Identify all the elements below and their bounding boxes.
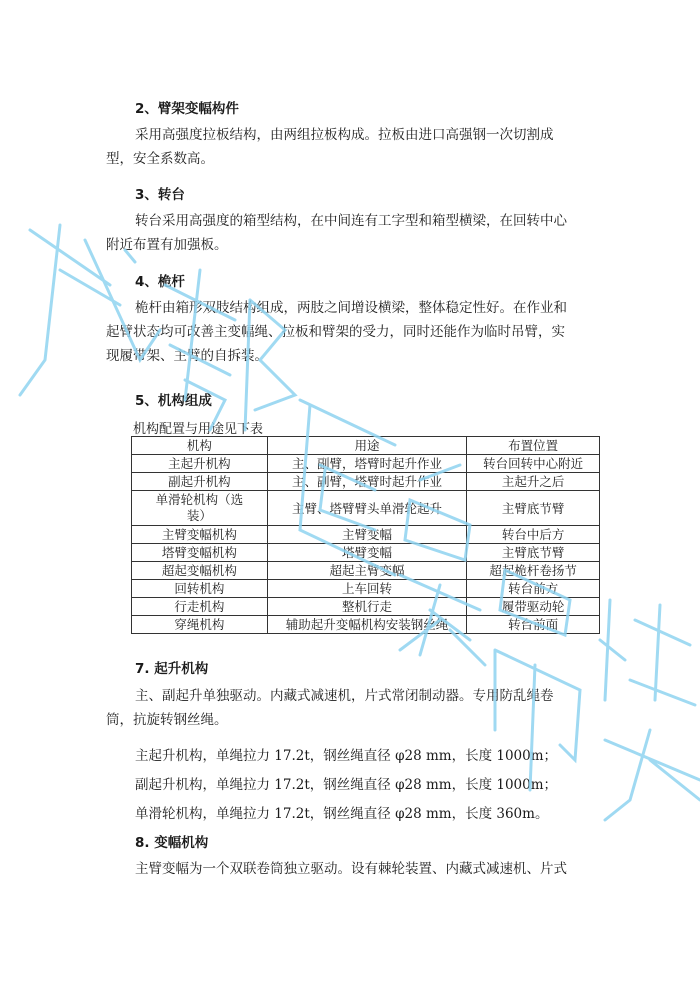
- spec-aux-hoist: 副起升机构，单绳拉力 17.2t，钢丝绳直径 φ28 mm，长度 1000m；: [135, 777, 558, 793]
- table-row: [132, 562, 600, 580]
- table-header-cell: 布置位置: [467, 437, 600, 455]
- table-cell: 履带驱动轮: [467, 598, 600, 616]
- table-row: [132, 491, 600, 526]
- spec-single-pulley: 单滑轮机构，单绳拉力 17.2t，钢丝绳直径 φ28 mm，长度 360m。: [135, 806, 549, 822]
- table-cell: 主臂、塔臂臂头单滑轮起升: [267, 491, 467, 526]
- table-row: [132, 526, 600, 544]
- paragraph-hoisting: 主、副起升单独驱动。内藏式减速机，片式常闭制动器。专用防乱绳卷 筒，抗旋转钢丝绳。: [106, 688, 554, 728]
- table-cell: 主、副臂，塔臂时起升作业: [267, 455, 467, 473]
- paragraph-mast: 桅杆由箱形双肢结构组成，两肢之间增设横梁，整体稳定性好。在作业和 起臂状态均可改善主变幅绳、拉板和臂架的受力，同时还能作为临时吊臂，实 现履带架、主臂的自拆装。: [106, 300, 567, 364]
- table-cell: 单滑轮机构（选装）: [132, 491, 268, 526]
- table-header-cell: 机构: [132, 437, 268, 455]
- paragraph-boom-luffing: 采用高强度拉板结构，由两组拉板构成。拉板由进口高强钢一次切割成 型，安全系数高。: [106, 127, 554, 167]
- table-cell: 主臂底节臂: [467, 544, 600, 562]
- table-row: [132, 616, 600, 634]
- table-cell: 塔臂变幅机构: [132, 544, 268, 562]
- table-cell: 主臂底节臂: [467, 491, 600, 526]
- section-heading-mechanisms: 5、机构组成: [135, 393, 212, 409]
- table-cell: 转台前方: [467, 580, 600, 598]
- table-header-row: [132, 437, 600, 455]
- spec-main-hoist: 主起升机构，单绳拉力 17.2t，钢丝绳直径 φ28 mm，长度 1000m；: [135, 748, 558, 764]
- table-cell: 行走机构: [132, 598, 268, 616]
- table-cell: 副起升机构: [132, 473, 268, 491]
- section-heading-turntable: 3、转台: [135, 187, 185, 203]
- section-heading-boom-luffing: 2、臂架变幅构件: [135, 101, 239, 117]
- table-cell: 转台回转中心附近: [467, 455, 600, 473]
- table-cell: 主起升之后: [467, 473, 600, 491]
- table-cell: 超起变幅机构: [132, 562, 268, 580]
- paragraph-luffing: 主臂变幅为一个双联卷筒独立驱动。设有棘轮装置、内藏式减速机、片式: [135, 861, 567, 877]
- table-cell: 回转机构: [132, 580, 268, 598]
- table-cell: 整机行走: [267, 598, 467, 616]
- table-caption: 机构配置与用途见下表: [133, 422, 264, 437]
- table-cell: 穿绳机构: [132, 616, 268, 634]
- table-row: [132, 473, 600, 491]
- table-cell: 转台前面: [467, 616, 600, 634]
- mechanism-table: [131, 436, 600, 634]
- table-cell: 主起升机构: [132, 455, 268, 473]
- table-cell: 主臂变幅: [267, 526, 467, 544]
- table-cell: 上车回转: [267, 580, 467, 598]
- table-row: [132, 598, 600, 616]
- section-heading-luffing: 8. 变幅机构: [135, 835, 209, 851]
- table-cell: 超起主臂变幅: [267, 562, 467, 580]
- table-cell: 转台中后方: [467, 526, 600, 544]
- table-row: [132, 455, 600, 473]
- table-cell: 主臂变幅机构: [132, 526, 268, 544]
- table-row: [132, 544, 600, 562]
- section-heading-mast: 4、桅杆: [135, 274, 185, 290]
- paragraph-turntable: 转台采用高强度的箱型结构，在中间连有工字型和箱型横梁，在回转中心 附近布置有加强板。: [106, 213, 567, 253]
- table-cell: 辅助起升变幅机构安装钢丝绳: [267, 616, 467, 634]
- table-cell: 主、副臂，塔臂时起升作业: [267, 473, 467, 491]
- table-cell: 塔臂变幅: [267, 544, 467, 562]
- section-heading-hoisting: 7. 起升机构: [135, 661, 209, 677]
- table-header-cell: 用途: [267, 437, 467, 455]
- table-row: [132, 580, 600, 598]
- table-cell: 超起桅杆卷扬节: [467, 562, 600, 580]
